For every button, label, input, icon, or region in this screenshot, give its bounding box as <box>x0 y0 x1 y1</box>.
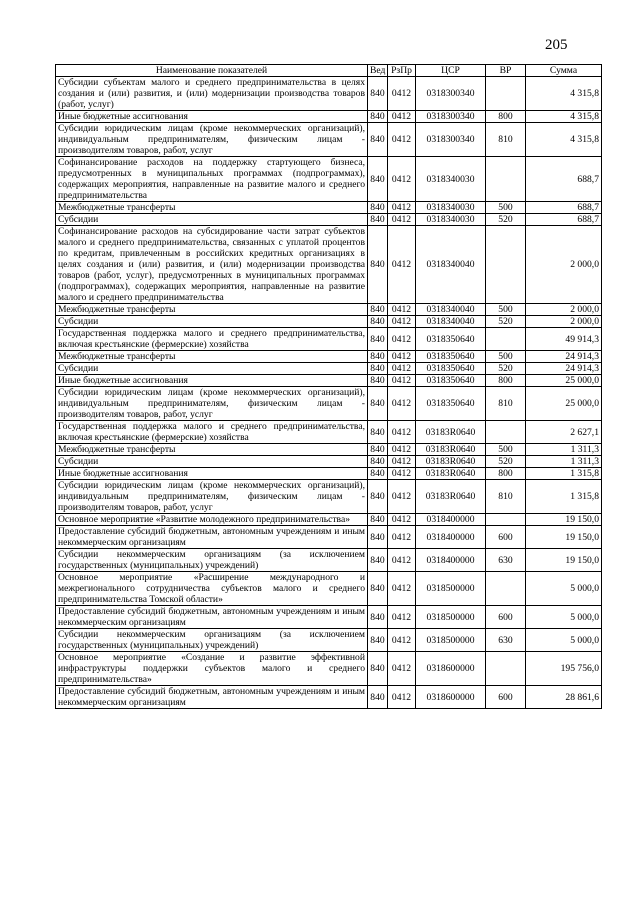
table-row <box>56 686 602 709</box>
cell-vr <box>486 514 526 526</box>
cell-vr: 600 <box>486 686 526 709</box>
cell-vr: 500 <box>486 304 526 316</box>
table-body <box>56 77 602 709</box>
cell-rzpr: 0412 <box>388 387 416 421</box>
cell-sum: 688,7 <box>526 202 602 214</box>
cell-name: Предоставление субсидий бюджетным, автономным учреждениям и иным некоммерческим организациям <box>56 526 368 549</box>
cell-rzpr: 0412 <box>388 226 416 304</box>
cell-rzpr: 0412 <box>388 363 416 375</box>
cell-csr: 0318350640 <box>416 387 486 421</box>
cell-csr: 0318400000 <box>416 526 486 549</box>
cell-vr: 600 <box>486 526 526 549</box>
cell-name: Субсидии <box>56 214 368 226</box>
cell-rzpr: 0412 <box>388 77 416 111</box>
cell-ved: 840 <box>368 214 388 226</box>
cell-csr: 0318500000 <box>416 606 486 629</box>
cell-ved: 840 <box>368 606 388 629</box>
cell-vr: 500 <box>486 202 526 214</box>
table-row <box>56 549 602 572</box>
cell-ved: 840 <box>368 444 388 456</box>
table-row <box>56 351 602 363</box>
cell-sum: 28 861,6 <box>526 686 602 709</box>
cell-name: Предоставление субсидий бюджетным, автономным учреждениям и иным некоммерческим организациям <box>56 606 368 629</box>
table-row <box>56 363 602 375</box>
cell-name: Основное мероприятие «Создание и развитие эффективной инфраструктуры поддержки субъектов малого и среднего предпринимательства» <box>56 652 368 686</box>
cell-rzpr: 0412 <box>388 351 416 363</box>
cell-vr: 810 <box>486 387 526 421</box>
cell-csr: 0318400000 <box>416 549 486 572</box>
cell-rzpr: 0412 <box>388 444 416 456</box>
cell-csr: 03183R0640 <box>416 421 486 444</box>
cell-ved: 840 <box>368 526 388 549</box>
cell-ved: 840 <box>368 157 388 202</box>
cell-vr: 810 <box>486 480 526 514</box>
cell-rzpr: 0412 <box>388 480 416 514</box>
cell-csr: 03183R0640 <box>416 468 486 480</box>
cell-ved: 840 <box>368 202 388 214</box>
cell-vr: 630 <box>486 629 526 652</box>
cell-csr: 0318300340 <box>416 123 486 157</box>
cell-csr: 0318350640 <box>416 351 486 363</box>
table-row <box>56 316 602 328</box>
cell-ved: 840 <box>368 77 388 111</box>
cell-ved: 840 <box>368 652 388 686</box>
cell-csr: 0318400000 <box>416 514 486 526</box>
cell-rzpr: 0412 <box>388 157 416 202</box>
table-row <box>56 652 602 686</box>
cell-csr: 03183R0640 <box>416 444 486 456</box>
table-row <box>56 514 602 526</box>
cell-csr: 0318300340 <box>416 111 486 123</box>
cell-sum: 4 315,8 <box>526 77 602 111</box>
cell-ved: 840 <box>368 686 388 709</box>
table-row <box>56 480 602 514</box>
cell-sum: 19 150,0 <box>526 526 602 549</box>
cell-sum: 19 150,0 <box>526 514 602 526</box>
cell-ved: 840 <box>368 514 388 526</box>
cell-csr: 0318500000 <box>416 572 486 606</box>
cell-name: Иные бюджетные ассигнования <box>56 468 368 480</box>
table-row <box>56 606 602 629</box>
table-row <box>56 387 602 421</box>
cell-name: Иные бюджетные ассигнования <box>56 111 368 123</box>
cell-name: Субсидии <box>56 363 368 375</box>
cell-vr: 520 <box>486 363 526 375</box>
cell-sum: 5 000,0 <box>526 629 602 652</box>
table-row <box>56 468 602 480</box>
cell-vr: 810 <box>486 123 526 157</box>
cell-rzpr: 0412 <box>388 686 416 709</box>
cell-name: Межбюджетные трансферты <box>56 202 368 214</box>
cell-sum: 1 311,3 <box>526 456 602 468</box>
cell-csr: 0318340030 <box>416 157 486 202</box>
cell-ved: 840 <box>368 387 388 421</box>
cell-csr: 0318340040 <box>416 304 486 316</box>
cell-vr <box>486 652 526 686</box>
cell-rzpr: 0412 <box>388 652 416 686</box>
cell-csr: 0318350640 <box>416 328 486 351</box>
cell-vr: 500 <box>486 444 526 456</box>
cell-sum: 195 756,0 <box>526 652 602 686</box>
cell-sum: 49 914,3 <box>526 328 602 351</box>
cell-name: Государственная поддержка малого и среднего предпринимательства, включая крестьянские (фермерские) хозяйства <box>56 328 368 351</box>
column-header-vr: ВР <box>486 65 526 77</box>
cell-sum: 2 000,0 <box>526 316 602 328</box>
cell-rzpr: 0412 <box>388 316 416 328</box>
cell-csr: 0318340040 <box>416 226 486 304</box>
cell-sum: 19 150,0 <box>526 549 602 572</box>
cell-vr: 500 <box>486 351 526 363</box>
cell-sum: 1 311,3 <box>526 444 602 456</box>
cell-rzpr: 0412 <box>388 456 416 468</box>
cell-rzpr: 0412 <box>388 514 416 526</box>
table-row <box>56 123 602 157</box>
cell-sum: 2 627,1 <box>526 421 602 444</box>
cell-name: Субсидии <box>56 456 368 468</box>
table-header-row <box>56 65 602 77</box>
cell-ved: 840 <box>368 456 388 468</box>
table-row <box>56 226 602 304</box>
cell-csr: 0318340040 <box>416 316 486 328</box>
cell-ved: 840 <box>368 363 388 375</box>
cell-csr: 0318500000 <box>416 629 486 652</box>
cell-name: Субсидии некоммерческим организациям (за исключением государственных (муниципальных) учреждений) <box>56 549 368 572</box>
cell-sum: 5 000,0 <box>526 572 602 606</box>
cell-ved: 840 <box>368 123 388 157</box>
cell-csr: 0318600000 <box>416 652 486 686</box>
cell-sum: 2 000,0 <box>526 304 602 316</box>
cell-rzpr: 0412 <box>388 526 416 549</box>
cell-name: Субсидии <box>56 316 368 328</box>
cell-name: Субсидии юридическим лицам (кроме некоммерческих организаций), индивидуальным предпринимателям, физическим лицам - производителям товаров, работ, услуг <box>56 123 368 157</box>
table-row <box>56 214 602 226</box>
cell-ved: 840 <box>368 351 388 363</box>
cell-rzpr: 0412 <box>388 572 416 606</box>
cell-rzpr: 0412 <box>388 202 416 214</box>
cell-ved: 840 <box>368 316 388 328</box>
cell-rzpr: 0412 <box>388 375 416 387</box>
cell-name: Субсидии некоммерческим организациям (за исключением государственных (муниципальных) учреждений) <box>56 629 368 652</box>
cell-name: Основное мероприятие «Развитие молодежного предпринимательства» <box>56 514 368 526</box>
table-row <box>56 572 602 606</box>
table-row <box>56 202 602 214</box>
table-row <box>56 421 602 444</box>
cell-vr <box>486 328 526 351</box>
cell-ved: 840 <box>368 111 388 123</box>
cell-ved: 840 <box>368 480 388 514</box>
column-header-rzpr: РзПр <box>388 65 416 77</box>
cell-vr <box>486 77 526 111</box>
cell-vr: 600 <box>486 606 526 629</box>
cell-csr: 03183R0640 <box>416 456 486 468</box>
cell-rzpr: 0412 <box>388 421 416 444</box>
cell-name: Межбюджетные трансферты <box>56 444 368 456</box>
table-row <box>56 111 602 123</box>
cell-vr <box>486 572 526 606</box>
column-header-name: Наименование показателей <box>56 65 368 77</box>
cell-sum: 688,7 <box>526 157 602 202</box>
cell-name: Субсидии субъектам малого и среднего предпринимательства в целях создания и (или) развития, и (или) модернизации производства товаров (работ, услуг) <box>56 77 368 111</box>
cell-sum: 688,7 <box>526 214 602 226</box>
cell-vr <box>486 226 526 304</box>
cell-name: Основное мероприятие «Расширение международного и межрегионального сотрудничества субъектов малого и среднего предпринимательства Томской области» <box>56 572 368 606</box>
cell-sum: 4 315,8 <box>526 123 602 157</box>
cell-ved: 840 <box>368 468 388 480</box>
cell-csr: 0318300340 <box>416 77 486 111</box>
table-row <box>56 526 602 549</box>
cell-name: Межбюджетные трансферты <box>56 304 368 316</box>
cell-name: Софинансирование расходов на субсидирование части затрат субъектов малого и среднего предпринимательства, связанных с уплатой процентов по кредитам, привлеченным в российских кредитных организациях в целях создания и (или) развития, и (или) модернизации производства товаров (работ, услуг), предусмотренных в муниципальных программах (подпрограммах), содержащих мероприятия, направленные на развитие малого и среднего предпринимательства <box>56 226 368 304</box>
cell-rzpr: 0412 <box>388 214 416 226</box>
cell-sum: 2 000,0 <box>526 226 602 304</box>
cell-name: Государственная поддержка малого и среднего предпринимательства, включая крестьянские (фермерские) хозяйства <box>56 421 368 444</box>
cell-ved: 840 <box>368 226 388 304</box>
cell-name: Иные бюджетные ассигнования <box>56 375 368 387</box>
cell-ved: 840 <box>368 629 388 652</box>
cell-vr: 800 <box>486 468 526 480</box>
cell-name: Предоставление субсидий бюджетным, автономным учреждениям и иным некоммерческим организациям <box>56 686 368 709</box>
table-row <box>56 304 602 316</box>
cell-csr: 03183R0640 <box>416 480 486 514</box>
cell-name: Субсидии юридическим лицам (кроме некоммерческих организаций), индивидуальным предпринимателям, физическим лицам - производителям товаров, работ, услуг <box>56 387 368 421</box>
table-row <box>56 629 602 652</box>
cell-ved: 840 <box>368 421 388 444</box>
cell-vr: 800 <box>486 111 526 123</box>
cell-sum: 1 315,8 <box>526 480 602 514</box>
cell-ved: 840 <box>368 572 388 606</box>
cell-csr: 0318340030 <box>416 202 486 214</box>
cell-name: Межбюджетные трансферты <box>56 351 368 363</box>
cell-csr: 0318600000 <box>416 686 486 709</box>
cell-name: Софинансирование расходов на поддержку стартующего бизнеса, предусмотренных в муниципальных программах (подпрограммах), содержащих мероприятия, направленные на развитие малого и среднего предпринимательства <box>56 157 368 202</box>
column-header-ved: Вед <box>368 65 388 77</box>
cell-sum: 4 315,8 <box>526 111 602 123</box>
cell-vr: 520 <box>486 214 526 226</box>
cell-ved: 840 <box>368 375 388 387</box>
cell-sum: 24 914,3 <box>526 351 602 363</box>
table-row <box>56 157 602 202</box>
cell-ved: 840 <box>368 304 388 316</box>
column-header-sum: Сумма <box>526 65 602 77</box>
cell-vr: 800 <box>486 375 526 387</box>
table-row <box>56 375 602 387</box>
cell-sum: 1 315,8 <box>526 468 602 480</box>
cell-vr: 630 <box>486 549 526 572</box>
cell-sum: 5 000,0 <box>526 606 602 629</box>
cell-rzpr: 0412 <box>388 549 416 572</box>
table-row <box>56 328 602 351</box>
budget-table <box>55 64 602 709</box>
cell-vr <box>486 421 526 444</box>
cell-sum: 25 000,0 <box>526 387 602 421</box>
cell-csr: 0318350640 <box>416 375 486 387</box>
cell-sum: 25 000,0 <box>526 375 602 387</box>
cell-vr <box>486 157 526 202</box>
cell-csr: 0318350640 <box>416 363 486 375</box>
cell-ved: 840 <box>368 549 388 572</box>
cell-rzpr: 0412 <box>388 468 416 480</box>
cell-vr: 520 <box>486 316 526 328</box>
cell-ved: 840 <box>368 328 388 351</box>
table-row <box>56 444 602 456</box>
cell-rzpr: 0412 <box>388 606 416 629</box>
cell-rzpr: 0412 <box>388 111 416 123</box>
cell-rzpr: 0412 <box>388 328 416 351</box>
cell-name: Субсидии юридическим лицам (кроме некоммерческих организаций), индивидуальным предпринимателям, физическим лицам - производителям товаров, работ, услуг <box>56 480 368 514</box>
page-number: 205 <box>545 37 568 53</box>
cell-rzpr: 0412 <box>388 304 416 316</box>
column-header-csr: ЦСР <box>416 65 486 77</box>
table-row <box>56 456 602 468</box>
cell-sum: 24 914,3 <box>526 363 602 375</box>
table-row <box>56 77 602 111</box>
cell-rzpr: 0412 <box>388 629 416 652</box>
cell-csr: 0318340030 <box>416 214 486 226</box>
cell-rzpr: 0412 <box>388 123 416 157</box>
cell-vr: 520 <box>486 456 526 468</box>
